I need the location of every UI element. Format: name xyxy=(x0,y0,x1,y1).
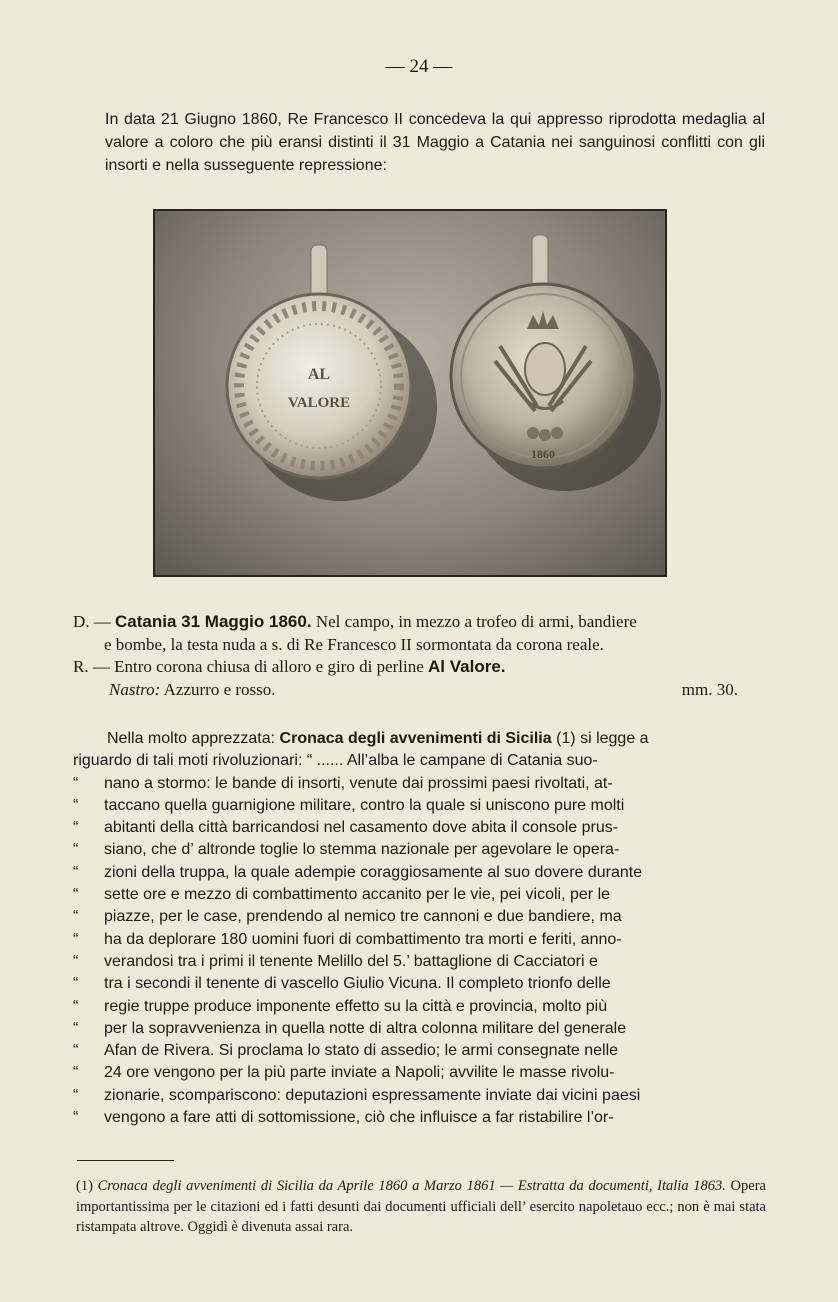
quote-mark: “ xyxy=(73,1019,79,1037)
chronicle-line: riguardo di tali moti rivoluzionari: “ ...... All’alba le campane di Catania suo- xyxy=(73,752,598,770)
footnote-rule xyxy=(77,1160,174,1161)
medal-obverse-date: 1860 xyxy=(531,447,555,461)
medal-reverse-line1: AL xyxy=(307,366,331,383)
intro-paragraph: In data 21 Giugno 1860, Re Francesco II concedeva la qui appresso riprodotta medaglia al valore a coloro che più eransi distinti il 31 Maggio a Catania nei sanguinosi conflitti con gli insorti e nella susseguente repressione: xyxy=(105,111,765,174)
caption-obverse-title: Catania 31 Maggio 1860. xyxy=(115,612,312,631)
chronicle-line: “ piazze, per le case, prendendo al nemico tre cannoni e due bandiere, ma xyxy=(73,906,765,928)
quote-mark: “ xyxy=(73,952,79,970)
quote-mark: “ xyxy=(73,863,79,881)
quote-mark: “ xyxy=(73,886,79,904)
chronicle-title: Cronaca degli avvenimenti di Sicilia xyxy=(279,730,552,747)
chronicle-line: “ siano, che d’ altronde toglie lo stemma nazionale per agevolare le opera- xyxy=(73,839,765,861)
medal-caption xyxy=(73,611,765,701)
medal-photograph xyxy=(153,209,667,577)
quote-mark: “ xyxy=(73,841,79,859)
chronicle-line: “ nano a stormo: le bande di insorti, venute dai prossimi paesi rivoltati, at- xyxy=(73,773,765,795)
footnote: (1) Cronaca degli avvenimenti di Sicilia da Aprile 1860 a Marzo 1861 — Estratta da documenti, Italia 1863. Opera importantissima per le citazioni ed i fatti desunti dai documenti ufficiali dell’ esercito napoletauo ecc.; non è mai stata ristampata altrove. Oggidì è divenuta assai rara. xyxy=(76,1178,766,1235)
quote-mark: “ xyxy=(73,819,79,837)
quote-mark: “ xyxy=(73,930,79,948)
caption-reverse: R. — Entro corona chiusa di alloro e giro di perline Al Valore. xyxy=(73,657,506,676)
chronicle-line: “ Afan de Rivera. Si proclama lo stato di assedio; le armi consegnate nelle xyxy=(73,1040,765,1062)
chronicle-lines xyxy=(73,750,765,1129)
chronicle-line: “ vengono a fare atti di sottomissione, ciò che influisce a far ristabilire l’or- xyxy=(73,1107,765,1129)
medal-reverse-line2: VALORE xyxy=(287,395,351,411)
quote-mark: “ xyxy=(73,1109,79,1127)
quote-mark: “ xyxy=(73,975,79,993)
quote-mark: “ xyxy=(73,1064,79,1082)
chronicle-quote xyxy=(73,728,765,1129)
medal-reverse xyxy=(227,294,411,478)
caption-obverse-cont: e bombe, la testa nuda a s. di Re Francesco II sormontata da corona reale. xyxy=(104,634,604,654)
quote-mark: “ xyxy=(73,997,79,1015)
chronicle-line-first: Nella molto apprezzata: Cronaca degli avvenimenti di Sicilia (1) si legge a xyxy=(107,730,649,747)
chronicle-line: “ verandosi tra i primi il tenente Melillo del 5.’ battaglione di Cacciatori e xyxy=(73,951,765,973)
chronicle-line: “ abitanti della città barricandosi nel casamento dove abita il console prus- xyxy=(73,817,765,839)
quote-mark: “ xyxy=(73,796,79,814)
medal-obverse xyxy=(451,284,635,468)
medal-photo-art xyxy=(155,211,665,575)
caption-ribbon: Nastro: Azzurro e rosso. mm. 30. xyxy=(73,679,765,702)
caption-obverse: D. — Catania 31 Maggio 1860. Nel campo, in mezzo a trofeo di armi, bandiere xyxy=(73,612,637,631)
footnote-citation: Cronaca degli avvenimenti di Sicilia da Aprile 1860 a Marzo 1861 — Estratta da documenti, Italia 1863. xyxy=(97,1178,726,1194)
quote-mark: “ xyxy=(73,1042,79,1060)
quote-mark: “ xyxy=(73,774,79,792)
chronicle-line: “ taccano quella guarnigione militare, contro la quale si uniscono pure molti xyxy=(73,795,765,817)
chronicle-line: “ per la sopravvenienza in quella notte di altra colonna militare del generale xyxy=(73,1018,765,1040)
chronicle-line: “ zioni della truppa, la quale adempie coraggiosamente al suo dovere durante xyxy=(73,862,765,884)
page-number: — 24 — xyxy=(385,56,453,77)
chronicle-line: “ regie truppe produce imponente effetto su la città e provincia, molto più xyxy=(73,996,765,1018)
chronicle-line: “ ha da deplorare 180 uomini fuori di combattimento tra morti e feriti, anno- xyxy=(73,929,765,951)
quote-mark: “ xyxy=(73,1086,79,1104)
chronicle-line: “ tra i secondi il tenente di vascello Giulio Vicuna. Il completo trionfo delle xyxy=(73,973,765,995)
caption-size: mm. 30. xyxy=(681,679,738,699)
chronicle-line: “ 24 ore vengono per la più parte inviate a Napoli; avvilite le masse rivolu- xyxy=(73,1062,765,1084)
chronicle-line: “ sette ore e mezzo di combattimento accanito per le vie, pei vicoli, per le xyxy=(73,884,765,906)
quote-mark: “ xyxy=(73,908,79,926)
chronicle-line: “ zionarie, scompariscono: deputazioni espressamente inviate dai vicini paesi xyxy=(73,1085,765,1107)
